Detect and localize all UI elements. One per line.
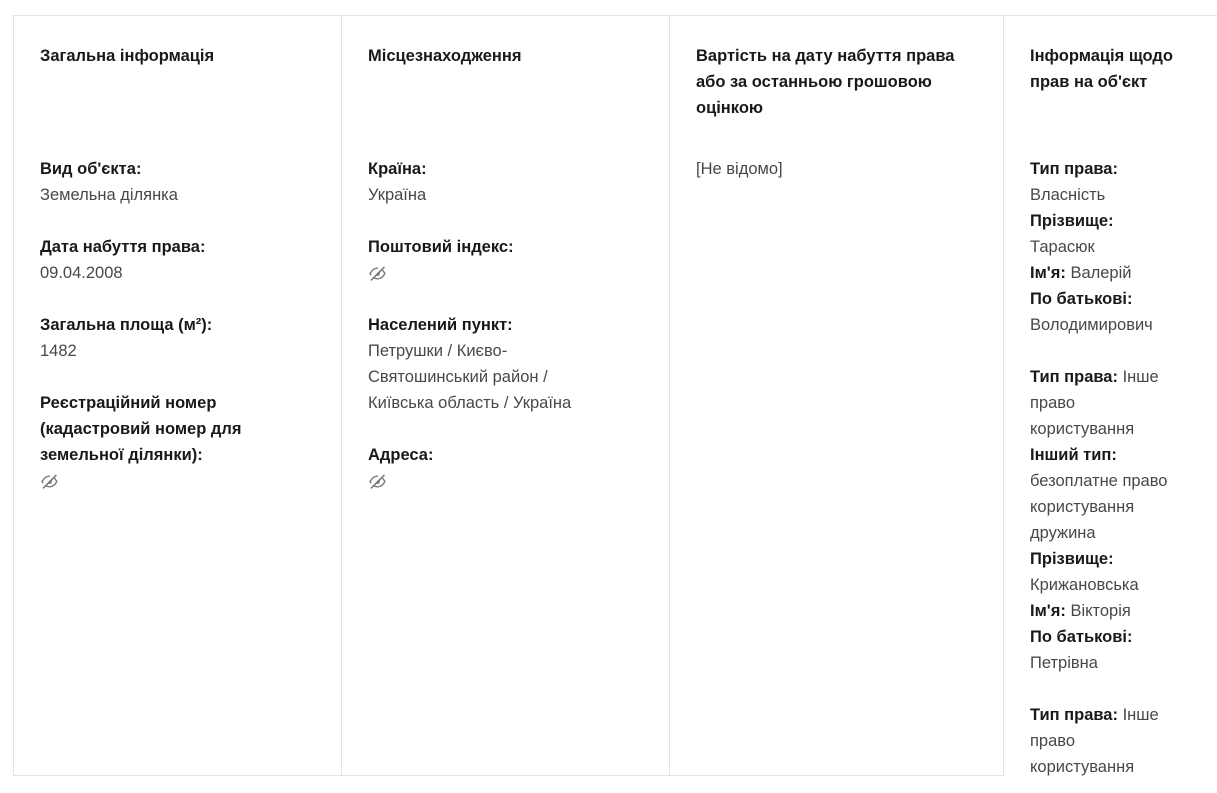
field-label: По батькові:: [1030, 290, 1133, 308]
field-first-name: [1030, 260, 1180, 286]
field-patronymic: [1030, 624, 1180, 676]
field-label: Інший тип:: [1030, 446, 1117, 464]
field-value: Крижановська: [1030, 576, 1139, 594]
column-header-label: Місцезнаходження: [368, 47, 522, 65]
field-right-type: [1030, 364, 1180, 442]
field-object-type: [40, 156, 315, 208]
field-label: Тип права:: [1030, 368, 1118, 386]
field-value: Земельна ділянка: [40, 186, 178, 204]
field-label: Прізвище:: [1030, 212, 1114, 230]
field-postal-code: [368, 234, 643, 286]
field-label: Тип права:: [1030, 706, 1118, 724]
field-label: Тип права:: [1030, 160, 1118, 178]
right-entry: [1030, 702, 1180, 780]
field-other-type: [1030, 442, 1180, 546]
hidden-value-indicator: [368, 468, 643, 494]
field-value: 09.04.2008: [40, 264, 123, 282]
cell-general-info: [14, 136, 341, 776]
field-label: Населений пункт:: [368, 316, 513, 334]
field-label: Прізвище:: [1030, 550, 1114, 568]
field-value: Тарасюк: [1030, 238, 1095, 256]
field-value: Інше право користування: [1030, 706, 1159, 776]
hidden-value-indicator: [40, 468, 315, 494]
field-label: Поштовий індекс:: [368, 238, 514, 256]
field-first-name: [1030, 598, 1180, 624]
right-entry: [1030, 156, 1180, 338]
valuation-unknown-value: [Не відомо]: [696, 160, 783, 178]
field-value: Власність: [1030, 186, 1106, 204]
field-total-area: [40, 312, 315, 364]
field-patronymic: [1030, 286, 1180, 338]
field-value: Петрівна: [1030, 654, 1098, 672]
eye-off-icon: [40, 472, 59, 491]
field-value: Вікторія: [1070, 602, 1131, 620]
cell-location: [341, 136, 669, 776]
right-entry: [1030, 364, 1180, 676]
field-right-type: [1030, 156, 1180, 208]
field-address: [368, 442, 643, 494]
field-value: Інше право користування: [1030, 368, 1159, 438]
field-surname: [1030, 546, 1180, 598]
header-cell-location: [341, 16, 669, 136]
header-cell-valuation: [669, 16, 1003, 136]
field-label: Загальна площа (м²):: [40, 316, 213, 334]
field-label: Дата набуття права:: [40, 238, 206, 256]
property-record-table: [13, 15, 1217, 776]
hidden-value-indicator: [368, 260, 643, 286]
field-value: Володимирович: [1030, 316, 1153, 334]
field-value: 1482: [40, 342, 77, 360]
field-label: Вид об'єкта:: [40, 160, 142, 178]
cell-valuation: [669, 136, 1003, 776]
field-label: По батькові:: [1030, 628, 1133, 646]
rights-list: [1030, 156, 1180, 780]
cell-rights: [1003, 136, 1217, 776]
field-value: безоплатне право користування дружина: [1030, 472, 1168, 542]
field-country: [368, 156, 643, 208]
header-cell-general-info: [14, 16, 341, 136]
field-label: Ім'я:: [1030, 602, 1066, 620]
column-header-label: Загальна інформація: [40, 47, 215, 65]
field-label: Ім'я:: [1030, 264, 1066, 282]
field-label: Адреса:: [368, 446, 434, 464]
column-header-label: Вартість на дату набуття права або за останньою грошовою оцінкою: [696, 47, 955, 117]
eye-off-icon: [368, 472, 387, 491]
column-header-label: Інформація щодо прав на об'єкт: [1030, 47, 1173, 91]
eye-off-icon: [368, 264, 387, 283]
field-surname: [1030, 208, 1180, 260]
field-settlement: [368, 312, 643, 416]
field-right-type: [1030, 702, 1180, 780]
header-cell-rights: [1003, 16, 1217, 136]
field-value: Україна: [368, 186, 427, 204]
field-value: Петрушки / Києво-Святошинський район / Київська область / Україна: [368, 342, 572, 412]
field-acquisition-date: [40, 234, 315, 286]
field-label: Країна:: [368, 160, 427, 178]
field-registration-number: [40, 390, 315, 494]
field-value: Валерій: [1070, 264, 1132, 282]
field-label: Реєстраційний номер (кадастровий номер для земельної ділянки):: [40, 394, 242, 464]
